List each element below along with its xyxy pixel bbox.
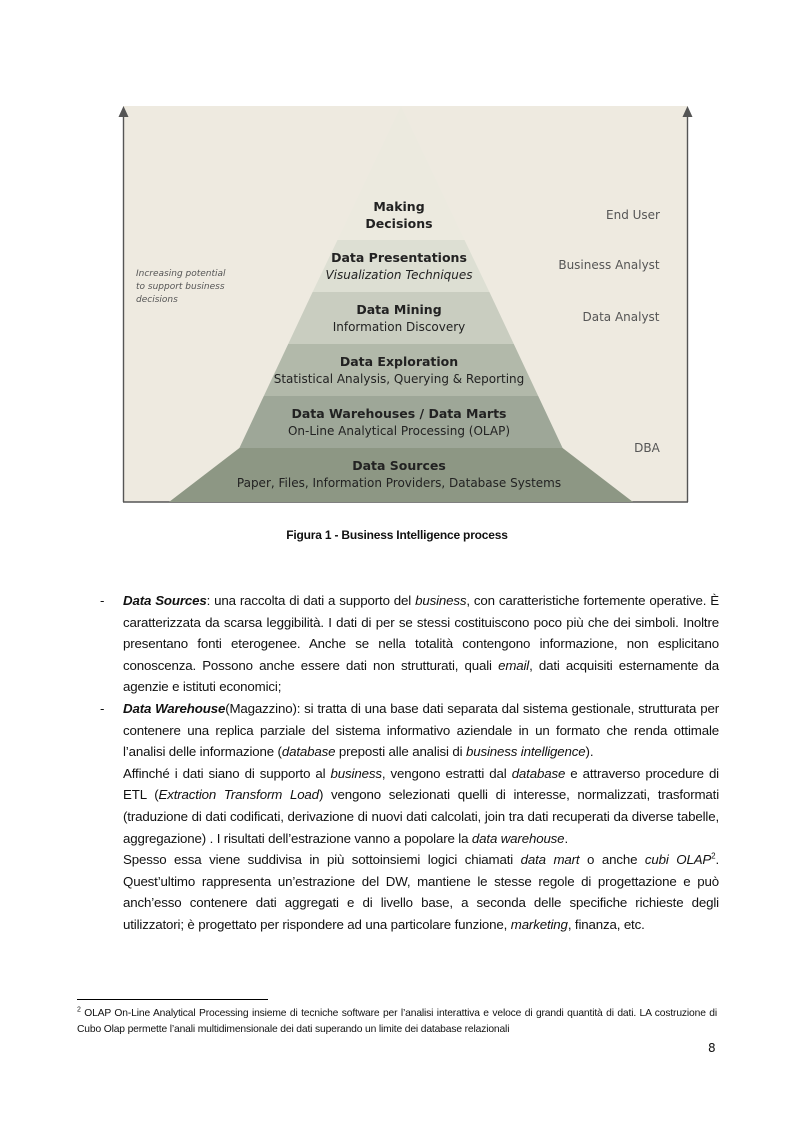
text-run: e attraverso procedure di ETL ( (123, 765, 719, 803)
text-run: preposti alle analisi di (335, 744, 466, 760)
emphasis-run: cubi OLAP (644, 852, 712, 868)
role-data-analyst: Data Analyst (582, 310, 660, 324)
level-mining-subtitle: Information Discovery (332, 320, 466, 334)
role-business-analyst: Business Analyst (558, 258, 660, 272)
emphasis-run: data warehouse (471, 830, 565, 846)
level-sources-subtitle: Paper, Files, Information Providers, Database Systems (236, 476, 562, 490)
bi-pyramid-figure (117, 100, 697, 505)
text-run: . (564, 830, 568, 846)
footnote-separator (77, 999, 268, 1000)
list-bullet: - (100, 700, 105, 716)
level-decisions-title: Decisions (365, 216, 433, 231)
level-presentations-subtitle: Visualization Techniques (325, 268, 473, 282)
text-run: , finanza, etc. (567, 916, 645, 932)
pyramid-layer-2 (313, 240, 490, 292)
emphasis-run: marketing (510, 916, 568, 932)
definition-list (96, 590, 719, 936)
text-run: ). (585, 744, 594, 760)
pyramid-layer-6 (169, 448, 633, 502)
level-sources-title: Data Sources (352, 458, 446, 473)
pyramid-layer-5 (239, 396, 562, 448)
pyramid-layer-4 (264, 344, 538, 396)
term-data-warehouse: Data Warehouse (123, 700, 226, 716)
role-end-user: End User (606, 208, 660, 222)
text-run: , vengono estratti dal (381, 765, 512, 781)
emphasis-run: business (330, 765, 382, 781)
left-note-line-3: decisions (136, 295, 178, 305)
data-warehouse-paragraph-2 (123, 763, 719, 849)
footnote (77, 1006, 717, 1037)
term-data-sources: Data Sources (123, 593, 207, 608)
data-warehouse-paragraph-3 (123, 849, 719, 935)
list-bullet: - (100, 593, 105, 608)
emphasis-run: business (415, 593, 467, 608)
footnote-text: OLAP On-Line Analytical Processing insieme di tecniche software per l’analisi interattiva e veloce di grandi quantità di dati. LA costruzione di Cubo Olap permette l’anali multidimensionale dei dati superando un limite dei database relazionali (77, 1008, 717, 1035)
text-run: , con caratteristiche fortemente operative. È caratterizzata da scarsa leggibilità. I dati di per se stessi costituiscono poco più che dei simboli. Inoltre presentano fonti eterogenee. Anche se nella totalità contengono informazione, non esplicitano conoscenza. Possono anche essere dati non strutturati, quali (123, 593, 719, 673)
level-exploration-subtitle: Statistical Analysis, Querying & Reporting (273, 372, 525, 386)
page-number: 8 (708, 1041, 716, 1055)
text-run: . Quest’ultimo rappresenta un’estrazione del DW, mantiene le stesse regole di progettazione e può anch’esso contenere dati aggregati e di livello base, a seconda delle specifiche richieste degli utilizzatori; è progettato per rispondere ad una particolare funzione, (123, 852, 720, 932)
emphasis-run: database (511, 765, 566, 781)
level-warehouses-title: Data Warehouses / Data Marts (291, 406, 507, 421)
emphasis-run: data mart (520, 852, 580, 868)
text-run: Spesso essa viene suddivisa in più sottoinsiemi logici chiamati (123, 852, 521, 868)
footnote-mark: 2 (77, 1006, 81, 1014)
emphasis-run: business intelligence (465, 744, 586, 760)
left-note-line-1: Increasing potential (136, 269, 226, 279)
text-run: , dati acquisiti esternamente da agenzie e istituti economici; (123, 657, 719, 695)
level-mining-title: Data Mining (356, 302, 442, 317)
list-item-data-warehouse (96, 698, 719, 936)
text-run: ) vengono selezionati quelli di interesse, normalizzati, trasformati (traduzione di dati codificati, derivazione di nuovi dati calcolati, join tra dati recuperati da diverse tabelle, aggregazione) . I risultati dell’estrazione vanno a popolare la (123, 787, 720, 846)
list-item-data-sources (96, 590, 719, 698)
level-making-title: Making (373, 199, 425, 214)
level-warehouses-subtitle: On-Line Analytical Processing (OLAP) (287, 424, 511, 438)
data-warehouse-paragraph-1 (123, 698, 719, 763)
text-run: o anche (579, 852, 645, 868)
figure-caption: Figura 1 - Business Intelligence process (286, 528, 508, 542)
emphasis-run: database (281, 744, 336, 760)
footnote-reference[interactable]: 2 (711, 851, 716, 861)
text-run: (Magazzino): si tratta di una base dati separata dal sistema gestionale, strutturata per contenere una replica parziale del sistema informativo aziendale in un formato che renda ottimale l’analisi delle informazione ( (123, 700, 719, 760)
text-run: : una raccolta di dati a supporto del (206, 593, 416, 608)
level-exploration-title: Data Exploration (339, 354, 459, 369)
text-run: Affinché i dati siano di supporto al (123, 765, 331, 781)
pyramid-layer-3 (288, 292, 514, 344)
left-note-line-2: to support business (136, 282, 225, 292)
data-sources-paragraph (123, 590, 719, 698)
level-presentations-title: Data Presentations (331, 250, 467, 265)
emphasis-run: Extraction Transform Load (158, 787, 319, 803)
emphasis-run: email (498, 657, 530, 673)
role-dba: DBA (634, 441, 660, 455)
